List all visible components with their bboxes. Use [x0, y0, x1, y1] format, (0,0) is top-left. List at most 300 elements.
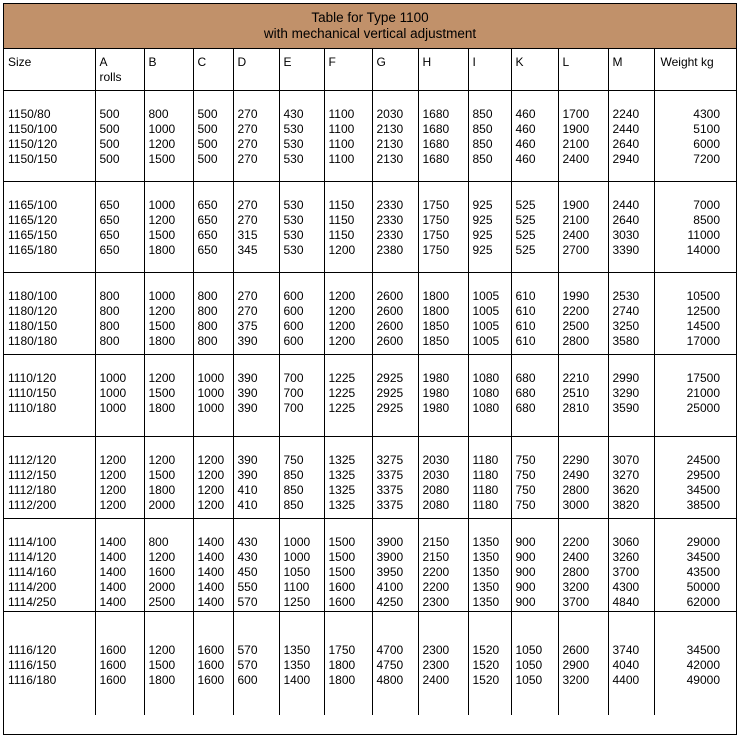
column-header: Weight kg	[654, 49, 736, 90]
table-cell	[372, 611, 418, 715]
cell-value: 530	[283, 121, 304, 136]
cell-value: 3700	[562, 595, 590, 610]
table-cell	[279, 611, 324, 715]
cell-value: 650	[197, 243, 218, 258]
cell-value: 2925	[376, 400, 404, 415]
table-cell	[193, 518, 233, 611]
cell-value: 1100	[283, 580, 310, 595]
cell-value: 600	[283, 288, 304, 303]
table-cell	[95, 181, 144, 272]
cell-value: 925	[472, 212, 493, 227]
table-cell	[468, 181, 511, 272]
cell-value: 1600	[197, 657, 225, 672]
table-cell	[193, 436, 233, 518]
table-cell	[608, 611, 654, 715]
table-cell	[95, 354, 144, 436]
table-cell	[511, 90, 558, 181]
cell-value: 7000	[693, 197, 720, 212]
cell-value: 43500	[686, 564, 720, 579]
table-cell	[95, 611, 144, 715]
cell-value: 1005	[472, 288, 500, 303]
cell-value: 500	[197, 152, 218, 167]
table-cell	[144, 181, 193, 272]
cell-value: 1800	[328, 672, 356, 687]
cell-value: 1200	[99, 498, 127, 513]
table-cell	[418, 436, 468, 518]
cell-value: 1200	[328, 334, 356, 349]
cell-value: 1600	[148, 564, 176, 579]
table-cell	[4, 354, 95, 436]
cell-value: 315	[237, 227, 258, 242]
cell-value: 3270	[612, 467, 640, 482]
table-cell	[279, 181, 324, 272]
table-cell	[372, 436, 418, 518]
cell-value: 345	[237, 243, 258, 258]
cell-value: 460	[515, 152, 536, 167]
cell-value: 2940	[612, 152, 640, 167]
cell-value: 530	[283, 243, 304, 258]
cell-value: 430	[283, 106, 304, 121]
table-cell	[468, 272, 511, 354]
cell-value: 1116/150	[8, 657, 57, 672]
table-cell	[4, 436, 95, 518]
cell-value: 2600	[562, 642, 590, 657]
table-cell	[654, 90, 736, 181]
cell-value: 850	[283, 467, 304, 482]
cell-value: 2600	[376, 334, 404, 349]
cell-value: 390	[237, 452, 258, 467]
table-cell	[511, 272, 558, 354]
cell-value: 680	[515, 400, 536, 415]
cell-value: 1005	[472, 303, 500, 318]
cell-value: 2130	[376, 136, 404, 151]
cell-value: 1325	[328, 482, 356, 497]
table-cell	[608, 181, 654, 272]
cell-value: 1050	[515, 657, 543, 672]
cell-value: 410	[237, 498, 258, 513]
table-cell	[233, 354, 279, 436]
cell-value: 700	[283, 385, 304, 400]
table-cell	[279, 436, 324, 518]
cell-value: 1500	[328, 534, 356, 549]
cell-value: 2740	[612, 303, 640, 318]
table-cell	[654, 272, 736, 354]
table-cell	[418, 354, 468, 436]
table-cell	[4, 518, 95, 611]
cell-value: 800	[197, 288, 218, 303]
cell-value: 1200	[328, 288, 356, 303]
cell-value: 1400	[197, 580, 225, 595]
cell-value: 1500	[148, 318, 176, 333]
cell-value: 1520	[472, 642, 500, 657]
column-header: F	[324, 49, 372, 90]
cell-value: 1114/120	[8, 549, 57, 564]
cell-value: 3375	[376, 467, 404, 482]
cell-value: 1100	[328, 136, 355, 151]
table-cell	[193, 611, 233, 715]
cell-value: 49000	[686, 672, 720, 687]
table-cell	[95, 90, 144, 181]
cell-value: 4250	[376, 595, 404, 610]
cell-value: 1114/200	[8, 580, 57, 595]
cell-value: 1112/180	[8, 482, 57, 497]
cell-value: 1600	[99, 672, 127, 687]
cell-value: 600	[283, 303, 304, 318]
table-cell	[468, 518, 511, 611]
cell-value: 7200	[693, 152, 720, 167]
cell-value: 2380	[376, 243, 404, 258]
cell-value: 2400	[562, 152, 590, 167]
cell-value: 1850	[422, 318, 450, 333]
cell-value: 1400	[99, 580, 127, 595]
cell-value: 270	[237, 136, 258, 151]
cell-value: 700	[283, 370, 304, 385]
cell-value: 1680	[422, 121, 450, 136]
table-cell	[418, 90, 468, 181]
cell-value: 3820	[612, 498, 640, 513]
table-cell	[608, 354, 654, 436]
cell-value: 3590	[612, 400, 640, 415]
cell-value: 1100	[328, 106, 355, 121]
cell-value: 650	[197, 227, 218, 242]
cell-value: 2200	[422, 564, 450, 579]
cell-value: 500	[99, 121, 120, 136]
cell-value: 1116/120	[8, 642, 57, 657]
cell-value: 2200	[562, 303, 590, 318]
cell-value: 680	[515, 385, 536, 400]
cell-value: 800	[197, 334, 218, 349]
cell-value: 750	[515, 452, 536, 467]
table-cell	[144, 272, 193, 354]
table-cell	[372, 518, 418, 611]
cell-value: 2600	[376, 288, 404, 303]
cell-value: 2030	[422, 452, 450, 467]
cell-value: 500	[99, 152, 120, 167]
cell-value: 1112/120	[8, 452, 57, 467]
cell-value: 700	[283, 400, 304, 415]
cell-value: 850	[472, 106, 493, 121]
cell-value: 2800	[562, 564, 590, 579]
cell-value: 500	[99, 106, 120, 121]
cell-value: 4100	[376, 580, 404, 595]
cell-value: 750	[515, 498, 536, 513]
cell-value: 1000	[197, 385, 225, 400]
table-cell	[144, 90, 193, 181]
cell-value: 680	[515, 370, 536, 385]
cell-value: 530	[283, 227, 304, 242]
cell-value: 900	[515, 595, 536, 610]
cell-value: 270	[237, 152, 258, 167]
cell-value: 3060	[612, 534, 640, 549]
cell-value: 1350	[472, 564, 500, 579]
title-line-1: Table for Type 1100	[311, 10, 429, 25]
cell-value: 3070	[612, 452, 640, 467]
cell-value: 2240	[612, 106, 640, 121]
table-cell	[233, 611, 279, 715]
cell-value: 800	[99, 318, 120, 333]
cell-value: 1200	[148, 370, 176, 385]
cell-value: 5100	[693, 121, 720, 136]
cell-value: 270	[237, 288, 258, 303]
cell-value: 2925	[376, 370, 404, 385]
table-cell	[233, 436, 279, 518]
cell-value: 1500	[328, 549, 356, 564]
cell-value: 410	[237, 482, 258, 497]
cell-value: 1750	[422, 212, 450, 227]
cell-value: 1114/100	[8, 534, 57, 549]
cell-value: 270	[237, 197, 258, 212]
table-cell	[608, 436, 654, 518]
cell-value: 1180/120	[8, 303, 58, 318]
cell-value: 530	[283, 136, 304, 151]
cell-value: 430	[237, 534, 258, 549]
cell-value: 925	[472, 197, 493, 212]
cell-value: 1200	[148, 452, 176, 467]
column-header: L	[558, 49, 608, 90]
cell-value: 1100	[328, 121, 355, 136]
cell-value: 800	[99, 334, 120, 349]
cell-value: 1325	[328, 452, 356, 467]
cell-value: 2290	[562, 452, 590, 467]
cell-value: 25000	[686, 400, 720, 415]
cell-value: 650	[197, 197, 218, 212]
cell-value: 1150/150	[8, 152, 58, 167]
cell-value: 2810	[562, 400, 590, 415]
table-cell	[279, 90, 324, 181]
table-cell	[654, 436, 736, 518]
table-cell	[324, 611, 372, 715]
cell-value: 1180	[472, 467, 499, 482]
cell-value: 450	[237, 564, 258, 579]
cell-value: 1110/150	[8, 385, 57, 400]
cell-value: 1150/120	[8, 136, 58, 151]
column-header: D	[233, 49, 279, 90]
cell-value: 390	[237, 467, 258, 482]
cell-value: 1400	[197, 595, 225, 610]
cell-value: 1150	[328, 212, 355, 227]
cell-value: 270	[237, 121, 258, 136]
cell-value: 12500	[686, 303, 720, 318]
cell-value: 1200	[148, 136, 176, 151]
table-cell	[144, 611, 193, 715]
table-cell	[324, 518, 372, 611]
cell-value: 2600	[376, 318, 404, 333]
table-cell	[193, 90, 233, 181]
table-cell	[144, 354, 193, 436]
cell-value: 650	[99, 212, 120, 227]
cell-value: 34500	[686, 549, 720, 564]
cell-value: 750	[515, 482, 536, 497]
cell-value: 800	[148, 534, 169, 549]
cell-value: 1180	[472, 452, 499, 467]
cell-value: 1680	[422, 152, 450, 167]
cell-value: 4400	[612, 672, 640, 687]
cell-value: 270	[237, 212, 258, 227]
cell-value: 270	[237, 303, 258, 318]
cell-value: 1000	[148, 197, 176, 212]
cell-value: 1600	[99, 642, 127, 657]
cell-value: 8500	[693, 212, 720, 227]
cell-value: 850	[472, 121, 493, 136]
table-cell	[233, 90, 279, 181]
cell-value: 1350	[472, 595, 500, 610]
table-cell	[558, 181, 608, 272]
cell-value: 530	[283, 197, 304, 212]
cell-value: 1400	[99, 549, 127, 564]
cell-value: 650	[197, 212, 218, 227]
cell-value: 750	[283, 452, 304, 467]
table-cell	[511, 611, 558, 715]
cell-value: 34500	[686, 482, 720, 497]
table-cell	[279, 354, 324, 436]
table-cell	[468, 611, 511, 715]
table-row-group	[4, 518, 736, 611]
table-row-group	[4, 611, 736, 715]
column-header: I	[468, 49, 511, 90]
cell-value: 850	[283, 482, 304, 497]
cell-value: 1800	[422, 288, 450, 303]
cell-value: 650	[99, 227, 120, 242]
spec-table-frame	[3, 3, 737, 735]
cell-value: 2330	[376, 212, 404, 227]
cell-value: 3260	[612, 549, 640, 564]
cell-value: 1600	[99, 657, 127, 672]
table-cell	[511, 518, 558, 611]
cell-value: 650	[99, 197, 120, 212]
cell-value: 460	[515, 106, 536, 121]
cell-value: 1980	[422, 400, 450, 415]
table-cell	[193, 354, 233, 436]
cell-value: 6000	[693, 136, 720, 151]
cell-value: 10500	[686, 288, 720, 303]
cell-value: 1400	[197, 549, 225, 564]
cell-value: 800	[99, 303, 120, 318]
cell-value: 3900	[376, 549, 404, 564]
cell-value: 2300	[422, 595, 450, 610]
cell-value: 460	[515, 121, 536, 136]
cell-value: 1750	[328, 642, 356, 657]
cell-value: 1500	[148, 385, 176, 400]
table-cell	[418, 272, 468, 354]
column-header: Size	[4, 49, 95, 90]
cell-value: 1200	[197, 482, 225, 497]
cell-value: 1200	[328, 303, 356, 318]
cell-value: 390	[237, 370, 258, 385]
cell-value: 4840	[612, 595, 640, 610]
cell-value: 2900	[562, 657, 590, 672]
cell-value: 1200	[99, 482, 127, 497]
cell-value: 14500	[686, 318, 720, 333]
table-cell	[558, 611, 608, 715]
cell-value: 1225	[328, 370, 356, 385]
cell-value: 1000	[148, 121, 176, 136]
cell-value: 1325	[328, 467, 356, 482]
table-row-group	[4, 354, 736, 436]
cell-value: 1000	[283, 534, 311, 549]
table-cell	[324, 90, 372, 181]
cell-value: 2700	[562, 243, 590, 258]
table-cell	[558, 90, 608, 181]
cell-value: 550	[237, 580, 258, 595]
cell-value: 800	[197, 318, 218, 333]
cell-value: 1200	[197, 452, 225, 467]
cell-value: 2800	[562, 482, 590, 497]
cell-value: 1350	[283, 657, 311, 672]
cell-value: 3000	[562, 498, 590, 513]
cell-value: 1350	[472, 580, 500, 595]
cell-value: 3290	[612, 385, 640, 400]
table-cell	[558, 436, 608, 518]
cell-value: 2500	[148, 595, 176, 610]
cell-value: 1200	[99, 467, 127, 482]
cell-value: 1150	[328, 227, 355, 242]
table-cell	[418, 611, 468, 715]
table-cell	[654, 354, 736, 436]
cell-value: 1100	[328, 152, 355, 167]
cell-value: 3390	[612, 243, 640, 258]
table-cell	[511, 354, 558, 436]
cell-value: 4300	[612, 580, 640, 595]
cell-value: 390	[237, 334, 258, 349]
table-cell	[193, 181, 233, 272]
cell-value: 1200	[99, 452, 127, 467]
cell-value: 1180	[472, 498, 499, 513]
cell-value: 1080	[472, 385, 500, 400]
table-cell	[4, 90, 95, 181]
cell-value: 1165/150	[8, 227, 58, 242]
cell-value: 17000	[686, 334, 720, 349]
cell-value: 38500	[686, 498, 720, 513]
table-cell	[608, 90, 654, 181]
table-cell	[4, 272, 95, 354]
cell-value: 1600	[328, 595, 356, 610]
cell-value: 1750	[422, 243, 450, 258]
table-row-group	[4, 90, 736, 181]
table-body	[4, 90, 736, 715]
cell-value: 2000	[148, 580, 176, 595]
cell-value: 1750	[422, 197, 450, 212]
cell-value: 1700	[562, 106, 590, 121]
cell-value: 610	[515, 334, 536, 349]
cell-value: 2400	[562, 549, 590, 564]
table-cell	[468, 90, 511, 181]
cell-value: 1500	[328, 564, 356, 579]
cell-value: 17500	[686, 370, 720, 385]
cell-value: 1200	[148, 212, 176, 227]
table-cell	[558, 518, 608, 611]
cell-value: 1350	[472, 534, 500, 549]
cell-value: 29500	[686, 467, 720, 482]
cell-value: 2530	[612, 288, 640, 303]
cell-value: 1800	[148, 400, 176, 415]
column-header: B	[144, 49, 193, 90]
cell-value: 3200	[562, 672, 590, 687]
cell-value: 900	[515, 580, 536, 595]
cell-value: 1050	[283, 564, 311, 579]
cell-value: 1200	[148, 642, 176, 657]
cell-value: 1500	[148, 227, 176, 242]
cell-value: 1200	[148, 549, 176, 564]
table-cell	[372, 181, 418, 272]
cell-value: 2330	[376, 197, 404, 212]
cell-value: 2490	[562, 467, 590, 482]
cell-value: 2130	[376, 121, 404, 136]
cell-value: 1050	[515, 642, 543, 657]
cell-value: 1005	[472, 334, 500, 349]
cell-value: 3740	[612, 642, 640, 657]
cell-value: 1110/180	[8, 400, 57, 415]
cell-value: 1400	[99, 564, 127, 579]
